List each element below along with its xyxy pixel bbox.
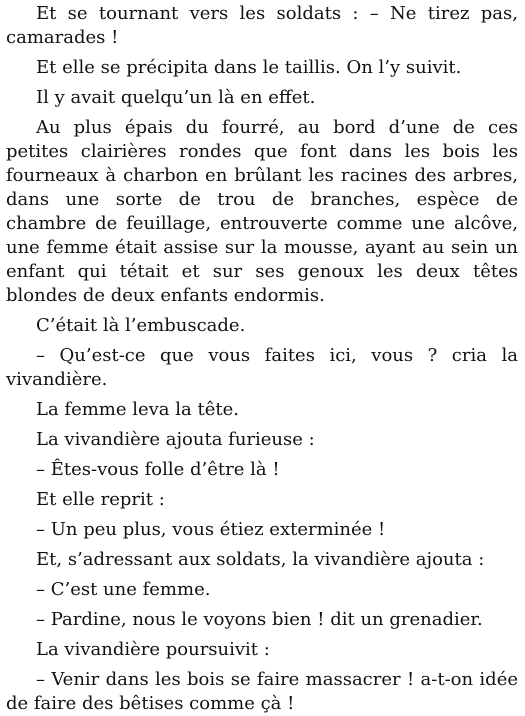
paragraph: C’était là l’embuscade. xyxy=(36,315,246,336)
paragraph: – Pardine, nous le voyons bien ! dit un grenadier. xyxy=(36,609,483,630)
paragraph: – C’est une femme. xyxy=(36,579,211,600)
paragraph: – Venir dans les bois se faire massacrer ! a-t-on idée de faire des bêtises comme çà ! xyxy=(6,669,518,714)
paragraph: La femme leva la tête. xyxy=(36,399,239,420)
paragraph: Et elle reprit : xyxy=(36,489,165,510)
paragraph: Et se tournant vers les soldats : – Ne tirez pas, camarades ! xyxy=(6,3,518,48)
paragraph: – Êtes-vous folle d’être là ! xyxy=(36,459,280,480)
paragraph: La vivandière poursuivit : xyxy=(36,639,270,660)
paragraph: Il y avait quelqu’un là en effet. xyxy=(36,87,316,108)
paragraph: – Qu’est-ce que vous faites ici, vous ? cria la vivandière. xyxy=(6,345,518,390)
paragraph: Et elle se précipita dans le taillis. On l’y suivit. xyxy=(36,57,462,78)
paragraph: La vivandière ajouta furieuse : xyxy=(36,429,315,450)
paragraph: Au plus épais du fourré, au bord d’une de ces petites clairières rondes que font dans les bois les fourneaux à charbon en brûlant les racines des arbres, dans une sorte de trou de branches, espèce de chambre de feuillage, entrouverte comme une alcôve, une femme était assise sur la mousse, ayant au sein un enfant qui tétait et sur ses genoux les deux têtes blondes de deux enfants endormis. xyxy=(6,117,518,306)
paragraph: – Un peu plus, vous étiez exterminée ! xyxy=(36,519,386,540)
paragraph: Et, s’adressant aux soldats, la vivandière ajouta : xyxy=(36,549,485,570)
